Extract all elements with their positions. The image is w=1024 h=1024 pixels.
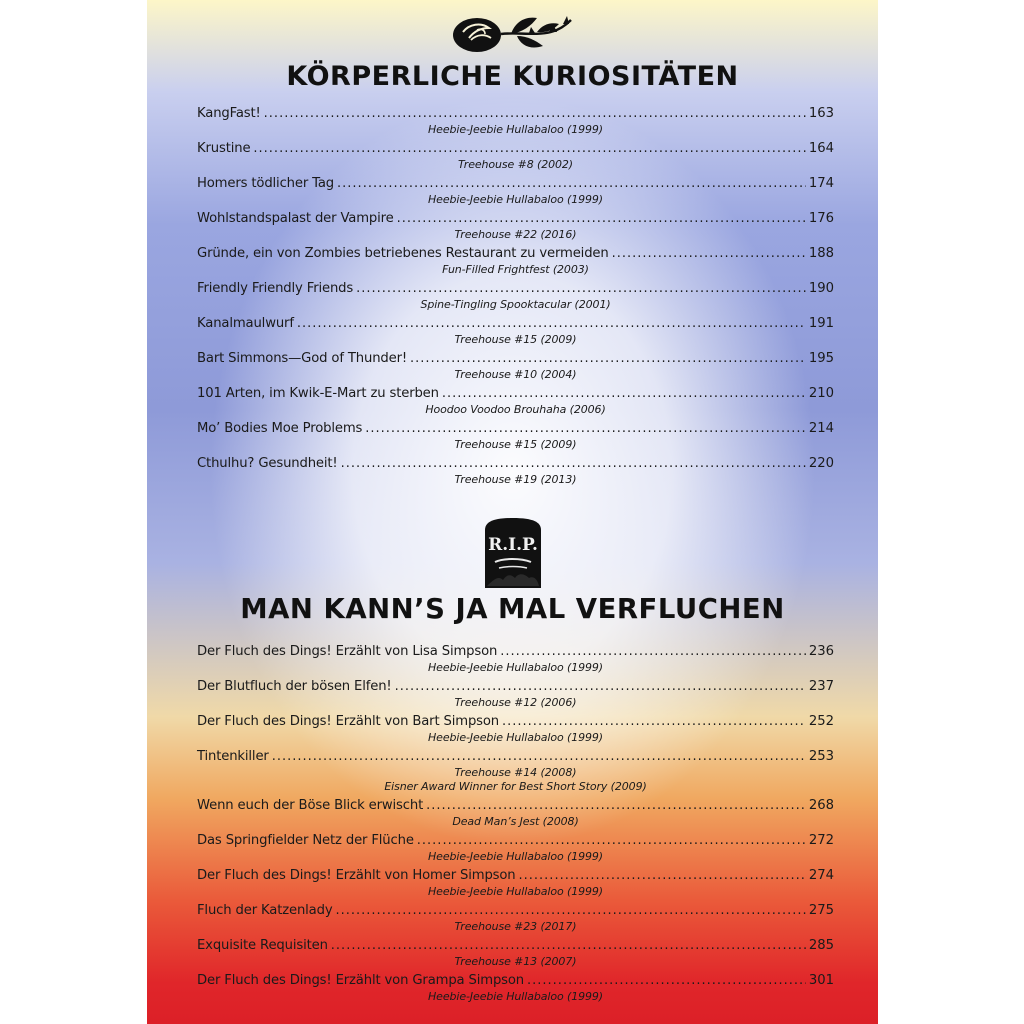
entry-title: Krustine — [197, 141, 251, 156]
entry-source: Treehouse #22 (2016) — [454, 228, 577, 241]
section-title: KÖRPERLICHE KURIOSITÄTEN — [286, 61, 739, 92]
entry-title: Bart Simmons—God of Thunder! — [197, 351, 408, 366]
toc-entry[interactable] — [197, 281, 834, 313]
entry-title: Wohlstandspalast der Vampire — [197, 211, 394, 226]
entry-source: Heebie-Jeebie Hullabaloo (1999) — [428, 990, 603, 1003]
entry-title: Exquisite Requisiten — [197, 938, 328, 953]
entry-title: Kanalmaulwurf — [197, 316, 294, 331]
toc-entry[interactable] — [197, 456, 834, 488]
entry-source: Heebie-Jeebie Hullabaloo (1999) — [428, 123, 603, 136]
entry-title: Das Springfielder Netz der Flüche — [197, 833, 414, 848]
toc-entry[interactable] — [197, 316, 834, 348]
leader-dots — [264, 106, 806, 121]
entry-title: Mo’ Bodies Moe Problems — [197, 421, 363, 436]
entry-source: Treehouse #15 (2009) — [454, 333, 577, 346]
entry-source: Treehouse #13 (2007) — [454, 955, 577, 968]
leader-dots — [365, 421, 806, 436]
toc-entry[interactable] — [197, 386, 834, 418]
entry-title: Homers tödlicher Tag — [197, 176, 335, 191]
entry-source: Treehouse #23 (2017) — [454, 920, 577, 933]
entry-title: Fluch der Katzenlady — [197, 903, 333, 918]
tombstone-icon — [481, 516, 545, 590]
toc-page — [147, 0, 878, 1024]
leader-dots — [395, 679, 806, 694]
entry-source: Treehouse #15 (2009) — [454, 438, 577, 451]
page-number: 272 — [808, 833, 834, 848]
toc-entry[interactable] — [197, 938, 834, 970]
toc-entry[interactable] — [197, 644, 834, 676]
toc-entry[interactable] — [197, 176, 834, 208]
leader-dots — [442, 386, 806, 401]
page-number: 195 — [808, 351, 834, 366]
entry-title: 101 Arten, im Kwik-E-Mart zu sterben — [197, 386, 439, 401]
page-number: 237 — [808, 679, 834, 694]
toc-entry[interactable] — [197, 679, 834, 711]
page-number: 268 — [808, 798, 834, 813]
leader-dots — [331, 938, 806, 953]
page-number: 210 — [808, 386, 834, 401]
leader-dots — [426, 798, 806, 813]
entry-source: Eisner Award Winner for Best Short Story (2009) — [384, 780, 647, 793]
toc-entry[interactable] — [197, 868, 834, 900]
entry-title: Der Fluch des Dings! Erzählt von Homer Simpson — [197, 868, 516, 883]
rose-icon — [451, 12, 575, 58]
section-title: MAN KANN’S JA MAL VERFLUCHEN — [240, 593, 785, 625]
leader-dots — [272, 749, 806, 764]
toc-entry[interactable] — [197, 833, 834, 865]
page-number: 164 — [808, 141, 834, 156]
leader-dots — [417, 833, 806, 848]
entry-title: Wenn euch der Böse Blick erwischt — [197, 798, 424, 813]
entry-source: Heebie-Jeebie Hullabaloo (1999) — [428, 850, 603, 863]
page-number: 214 — [808, 421, 834, 436]
leader-dots — [341, 456, 806, 471]
toc-entry[interactable] — [197, 106, 834, 138]
entry-title: Der Fluch des Dings! Erzählt von Lisa Simpson — [197, 644, 498, 659]
entry-source: Heebie-Jeebie Hullabaloo (1999) — [428, 885, 603, 898]
toc-entry[interactable] — [197, 973, 834, 1005]
entry-title: Tintenkiller — [197, 749, 269, 764]
entry-title: Gründe, ein von Zombies betriebenes Restaurant zu vermeiden — [197, 246, 609, 261]
entry-source: Treehouse #8 (2002) — [458, 158, 573, 171]
entry-title: Friendly Friendly Friends — [197, 281, 354, 296]
entry-title: Cthulhu? Gesundheit! — [197, 456, 338, 471]
leader-dots — [410, 351, 806, 366]
leader-dots — [253, 141, 805, 156]
toc-entry[interactable] — [197, 798, 834, 830]
toc-entry[interactable] — [197, 351, 834, 383]
entry-source: Spine-Tingling Spooktacular (2001) — [420, 298, 611, 311]
entry-title: KangFast! — [197, 106, 261, 121]
page-number: 190 — [808, 281, 834, 296]
leader-dots — [397, 211, 806, 226]
leader-dots — [337, 176, 806, 191]
page-number: 188 — [808, 246, 834, 261]
entry-title: Der Blutfluch der bösen Elfen! — [197, 679, 392, 694]
leader-dots — [527, 973, 806, 988]
toc-entry[interactable] — [197, 246, 834, 278]
page-number: 236 — [808, 644, 834, 659]
tombstone-label: R.I.P. — [487, 535, 538, 555]
page-number: 176 — [808, 211, 834, 226]
leader-dots — [519, 868, 806, 883]
entry-source: Hoodoo Voodoo Brouhaha (2006) — [425, 403, 606, 416]
entry-source: Dead Man’s Jest (2008) — [452, 815, 579, 828]
entry-title: Der Fluch des Dings! Erzählt von Bart Simpson — [197, 714, 500, 729]
page-number: 301 — [808, 973, 834, 988]
entry-source: Fun-Filled Frightfest (2003) — [442, 263, 589, 276]
toc-entry[interactable] — [197, 421, 834, 453]
page-number: 285 — [808, 938, 834, 953]
toc-entry[interactable] — [197, 903, 834, 935]
leader-dots — [297, 316, 806, 331]
toc-entry[interactable] — [197, 749, 834, 795]
page-number: 163 — [808, 106, 834, 121]
entry-source: Treehouse #10 (2004) — [454, 368, 577, 381]
leader-dots — [612, 246, 806, 261]
entry-source: Treehouse #12 (2006) — [454, 696, 577, 709]
entry-source: Heebie-Jeebie Hullabaloo (1999) — [428, 661, 603, 674]
toc-entry[interactable] — [197, 211, 834, 243]
page-number: 174 — [808, 176, 834, 191]
leader-dots — [500, 644, 806, 659]
page-number: 275 — [808, 903, 834, 918]
page-number: 252 — [808, 714, 834, 729]
entry-title: Der Fluch des Dings! Erzählt von Grampa Simpson — [197, 973, 525, 988]
page-number: 253 — [808, 749, 834, 764]
entry-source: Heebie-Jeebie Hullabaloo (1999) — [428, 731, 603, 744]
leader-dots — [336, 903, 806, 918]
leader-dots — [356, 281, 806, 296]
page-number: 274 — [808, 868, 834, 883]
toc-entry[interactable] — [197, 141, 834, 173]
toc-entry[interactable] — [197, 714, 834, 746]
entry-source: Treehouse #14 (2008) — [454, 766, 577, 779]
entry-source: Heebie-Jeebie Hullabaloo (1999) — [428, 193, 603, 206]
entry-source: Treehouse #19 (2013) — [454, 473, 577, 486]
page-number: 191 — [808, 316, 834, 331]
page-number: 220 — [808, 456, 834, 471]
leader-dots — [502, 714, 806, 729]
